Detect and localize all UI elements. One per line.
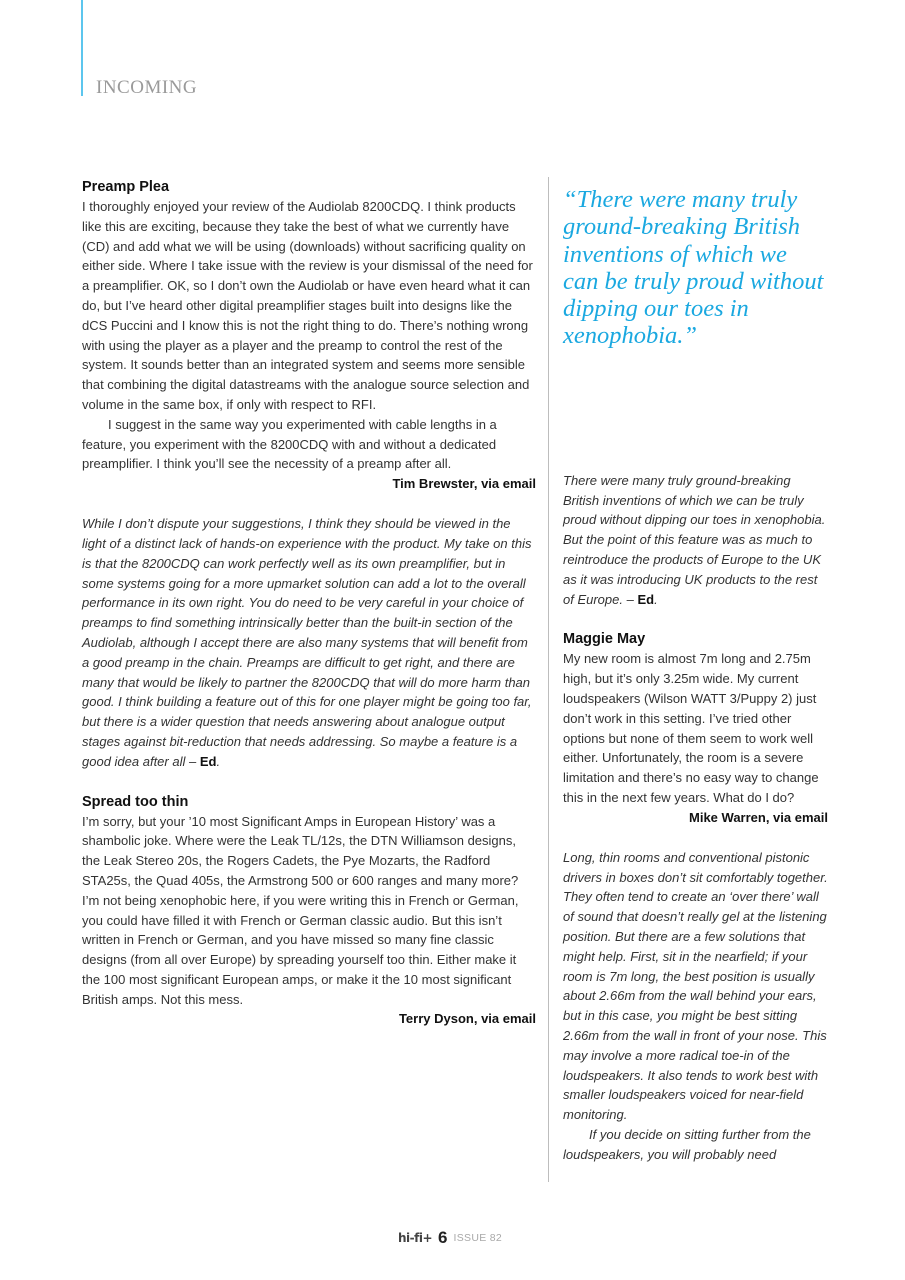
editor-sign: Ed xyxy=(637,591,655,607)
letter-heading: Preamp Plea xyxy=(82,179,170,195)
right-column xyxy=(563,177,828,1164)
column-divider xyxy=(548,177,549,1182)
letter-signature: Terry Dyson, via email xyxy=(398,1011,536,1027)
page-footer xyxy=(398,1228,502,1248)
letter-body: I thoroughly enjoyed your review of the Audiolab 8200CDQ. I think products like this are exciting, because they take the best of what we currently have (CD) and add what we will be using (downloads) without sacrificing quality on either side. Where I take issue with the review is your dismissal of the need for a preamplifier. OK, so I don’t own the Audiolab or have even heard what it can do, but I’ve heard other digital preamplifier stages built into designs like the dCS Puccini and I know this is not the right thing to do. There’s nothing wrong with using the player as a player and the preamp to control the rest of the system. It sounds better than an integrated system and seems more sensible that combining the digital datastreams with the analogue source selection and volume in the same box, if only with respect to RFI. xyxy=(82,199,533,412)
issue-label: ISSUE 82 xyxy=(453,1232,503,1244)
letter-body: I suggest in the same way you experimented with cable lengths in a feature, you experiment with the 8200CDQ with and without a dedicated preamplifier. I think you’ll see the necessity of a preamp after all. xyxy=(82,416,497,472)
page-number: 6 xyxy=(438,1228,448,1247)
editor-sign: Ed xyxy=(199,753,217,769)
section-label: INCOMING xyxy=(96,77,198,98)
letter-body: I’m sorry, but your ’10 most Significant Amps in European History’ was a shambolic joke. Where were the Leak TL/12s, the DTN Williamson designs, the Leak Stereo 20s, the Rogers Cadets, the Pye Mozarts, the Radford STA25s, the Quad 405s, the Armstrong 500 or 600 ranges and many more? I’m not being xenophobic here, if you were writing this in French or German, you could have filled it with French or German classic audio. But this isn’t written in French or German, and you have missed so many fine classic designs (from all over Europe) by spreading yourself too thin. Either make it the 100 most significant European amps, or make it the 10 most significant British amps. Not this mess. xyxy=(82,813,519,1007)
left-column xyxy=(82,177,536,1029)
magazine-logo: hi-fi+ xyxy=(398,1231,433,1245)
letter-signature: Tim Brewster, via email xyxy=(392,476,536,492)
pull-quote: “There were many truly ground-breaking British inventions of which we can be truly proud without dipping our toes in xenophobia.” xyxy=(563,186,824,350)
editor-reply: While I don’t dispute your suggestions, I think they should be viewed in the light of a distinct lack of hands-on experience with the product. My take on this is that the 8200CDQ can work perfectly well as its own preamplifier, but in some systems going for a more upmarket solution can add a lot to the overall performance in its own right. You do need to be very careful in your choice of preamps to find something intrinsically better than the built-in section of the Audiolab, although I accept there are also many systems that will benefit from a good preamp in the chain. Preamps are difficult to get right, and there are many that would be likely to partner the 8200CDQ that will do more harm than good. I think building a feature out of this for one player might be going too far, but there is a wider question that needs answering about analogue output stages against bit-reduction that needs addressing. So maybe a feature is a good idea after all – Ed. xyxy=(82,516,532,769)
letter-body: My new room is almost 7m long and 2.75m high, but it’s only 3.25m wide. My current loudspeakers (Wilson WATT 3/Puppy 2) just don’t work in this setting. I’ve tried other options but none of them seem to work well either. Unfortunately, the room is a severe limitation and there’s no easy way to change this in the next few years. What do I do? xyxy=(563,651,819,805)
editor-reply: There were many truly ground-breaking British inventions of which we can be truly proud without dipping our toes in xenophobia. But the point of this feature was as much to reintroduce the products of Europe to the UK as it was introducing UK products to the rest of Europe. – Ed. xyxy=(563,472,826,607)
section-accent-rule xyxy=(81,0,83,96)
editor-reply: If you decide on sitting further from the loudspeakers, you will probably need xyxy=(563,1126,811,1162)
letter-signature: Mike Warren, via email xyxy=(689,809,828,825)
letter-heading: Maggie May xyxy=(563,631,646,648)
letter-heading: Spread too thin xyxy=(82,793,189,810)
editor-reply: Long, thin rooms and conventional pistonic drivers in boxes don’t sit comfortably together. They often tend to create an ‘over there’ wall of sound that doesn’t really gel at the listening position. But there are a few solutions that might help. First, sit in the nearfield; if your room is 7m long, the best position is usually about 2.66m from the wall behind your ears, but in this case, you might be best sitting 2.66m from the wall in front of your nose. This may involve a more radical toe-in of the loudspeakers. It also tends to work best with smaller loudspeakers voiced for near-field monitoring. xyxy=(563,849,828,1123)
